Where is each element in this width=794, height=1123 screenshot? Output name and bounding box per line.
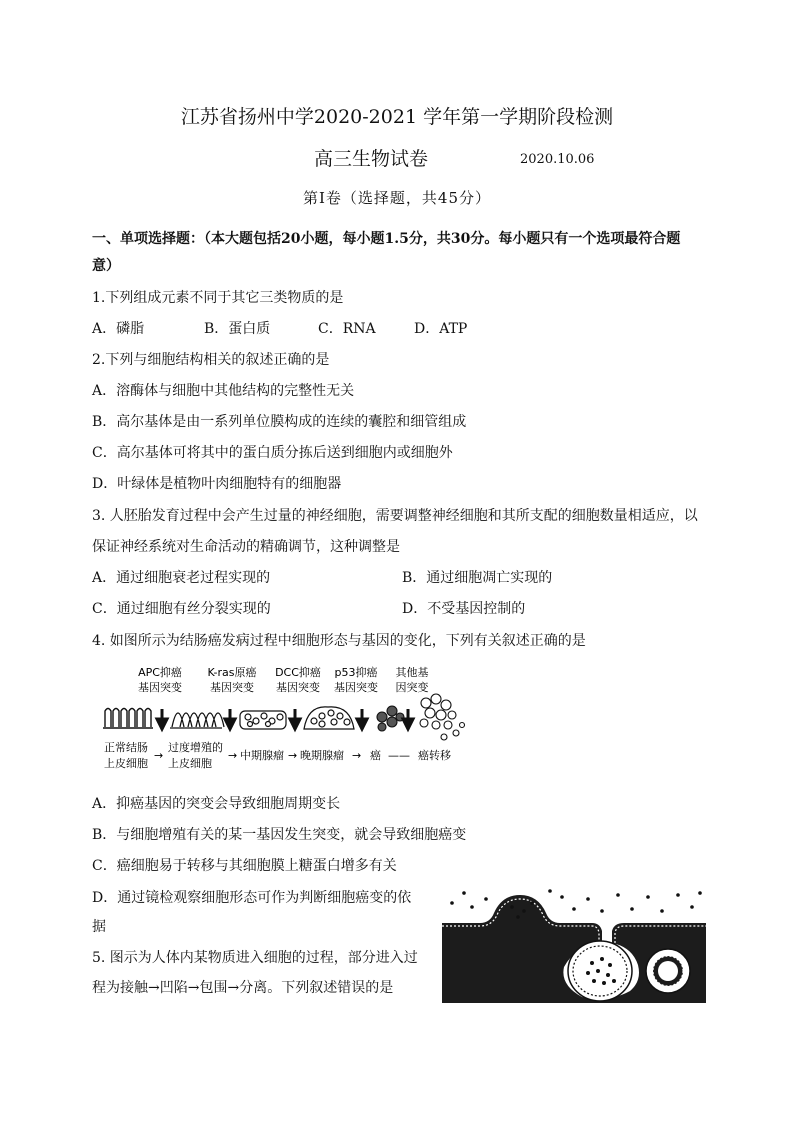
fig-stage-arrow: → xyxy=(352,749,362,762)
fig-down-arrow xyxy=(225,709,235,729)
fig-down-arrow xyxy=(357,709,367,729)
fig-late-adenoma xyxy=(304,707,354,729)
q5-stem: 5. 图示为人体内某物质进入细胞的过程，部分进入过 xyxy=(92,950,418,966)
fig-stage-label: 正常结肠 xyxy=(104,741,148,754)
q3-option-d: D．不受基因控制的 xyxy=(402,601,526,617)
exam-title: 江苏省扬州中学2020-2021 学年第一学期阶段检测 xyxy=(180,106,614,128)
section-heading-cont: 意） xyxy=(92,258,120,274)
fig-down-arrow xyxy=(157,709,167,729)
q2-option-c: C．高尔基体可将其中的蛋白质分拣后送到细胞内或细胞外 xyxy=(92,445,453,461)
fig-gene-label: 基因突变 xyxy=(138,681,182,694)
q3-option-c: C．通过细胞有丝分裂实现的 xyxy=(92,601,271,617)
fig-mid-adenoma xyxy=(240,711,286,729)
fig-gene-label: 基因突变 xyxy=(276,681,320,694)
q1-option-c: C．RNA xyxy=(318,321,376,337)
q4-option-d-cont: 据 xyxy=(92,919,106,935)
fig-gene-label: 因突变 xyxy=(395,681,429,694)
fig-gene-label: p53抑癌 xyxy=(334,666,378,679)
fig-stage-arrow: → xyxy=(228,749,238,762)
q2-option-d: D．叶绿体是植物叶肉细胞特有的细胞器 xyxy=(92,476,342,492)
fig-gene-label: 基因突变 xyxy=(334,681,378,694)
q2-option-b: B．高尔基体是由一系列单位膜构成的连续的囊腔和细管组成 xyxy=(92,414,467,430)
q3-option-a: A．通过细胞衰老过程实现的 xyxy=(92,570,271,586)
q1-option-a: A．磷脂 xyxy=(92,321,145,337)
fig-down-arrow xyxy=(403,709,413,729)
q1-option-d: D．ATP xyxy=(414,321,468,337)
fig-stage-label: 癌转移 xyxy=(418,749,451,762)
volume-heading: 第Ⅰ卷（选择题，共45分） xyxy=(302,189,491,207)
q2-option-a: A．溶酶体与细胞中其他结构的完整性无关 xyxy=(92,383,355,399)
fig-gene-label: 其他基 xyxy=(395,666,429,679)
fig-hyperproliferative xyxy=(170,713,224,728)
endocytosis-figure xyxy=(442,885,706,1003)
q5-stem-cont: 程为接触→凹陷→包围→分离。下列叙述错误的是 xyxy=(92,980,394,996)
q4-option-d: D．通过镜检观察细胞形态可作为判断细胞癌变的依 xyxy=(92,890,412,906)
q3-stem: 3. 人胚胎发育过程中会产生过量的神经细胞，需要调整神经细胞和其所支配的细胞数量相适应，以 xyxy=(92,508,698,524)
fig-stage-arrow: → xyxy=(154,749,164,762)
exam-subtitle: 高三生物试卷 xyxy=(314,148,429,170)
fig-cancer xyxy=(377,706,404,731)
q3-option-b: B．通过细胞凋亡实现的 xyxy=(402,570,553,586)
q4-option-b: B．与细胞增殖有关的某一基因发生突变，就会导致细胞癌变 xyxy=(92,827,467,843)
colon-cancer-figure xyxy=(100,663,470,783)
fig-gene-label: 基因突变 xyxy=(210,681,254,694)
q2-stem: 2.下列与细胞结构相关的叙述正确的是 xyxy=(92,352,330,368)
fig-stage-label: 上皮细胞 xyxy=(104,757,148,770)
fig-gene-label: APC抑癌 xyxy=(138,666,182,679)
fig-gene-label: DCC抑癌 xyxy=(275,666,321,679)
fig-metastasis xyxy=(420,694,465,740)
q3-stem-cont: 保证神经系统对生命活动的精确调节，这种调整是 xyxy=(92,539,400,555)
exam-date: 2020.10.06 xyxy=(520,152,595,167)
q4-stem: 4. 如图所示为结肠癌发病过程中细胞形态与基因的变化，下列有关叙述正确的是 xyxy=(92,633,586,649)
fig-stage-arrow: → xyxy=(288,749,298,762)
section-heading: 一、单项选择题：（本大题包括20小题，每小题1.5分，共30分。每小题只有一个选项最符合题 xyxy=(92,231,681,247)
fig-stage-label: 上皮细胞 xyxy=(168,757,212,770)
fig-stage-label: 中期腺瘤 xyxy=(240,749,284,762)
fig-down-arrow xyxy=(290,709,300,729)
fig-stage-arrow: —— xyxy=(388,749,410,762)
fig-normal-epithelium xyxy=(103,709,153,729)
q1-stem: 1.下列组成元素不同于其它三类物质的是 xyxy=(92,290,344,306)
q4-option-c: C．癌细胞易于转移与其细胞膜上糖蛋白增多有关 xyxy=(92,858,397,874)
q1-option-b: B．蛋白质 xyxy=(204,321,271,337)
fig-gene-label: K-ras原癌 xyxy=(207,666,257,679)
q4-option-a: A．抑癌基因的突变会导致细胞周期变长 xyxy=(92,796,341,812)
fig-stage-label: 晚期腺瘤 xyxy=(300,749,344,762)
fig-stage-label: 过度增殖的 xyxy=(168,741,223,754)
fig-stage-label: 癌 xyxy=(370,749,381,762)
